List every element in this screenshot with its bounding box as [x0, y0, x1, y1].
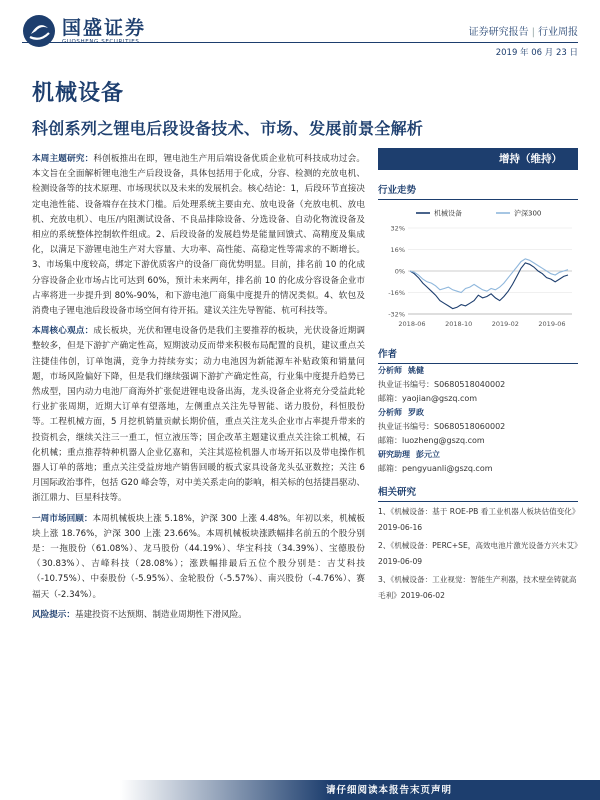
y-tick-label: 32%: [390, 224, 405, 233]
header-separator: |: [531, 27, 535, 38]
market-review-paragraph: [32, 512, 365, 603]
analyst2-role: 分析师: [378, 408, 402, 417]
industry-name: 机械设备: [32, 81, 125, 106]
rating-badge: 增持（维持）: [378, 148, 578, 170]
side-column: [378, 148, 578, 604]
related-item[interactable]: 3、《机械设备：工业视觉：智能生产利器，技术壁垒铸就高毛利》2019-06-02: [378, 575, 577, 600]
x-tick-label: 2018-10: [445, 320, 473, 328]
related-research-title: 相关研究: [378, 484, 578, 502]
analyst2-name: 罗政: [408, 408, 424, 417]
logo-name-en: GUOSHENG SECURITIES: [62, 39, 140, 45]
footer-bar: [0, 780, 600, 800]
y-tick-label: -16%: [388, 289, 405, 297]
analyst2-cert: 执业证书编号：S0680518060002: [378, 422, 506, 431]
analyst1-cert: 执业证书编号：S0680518040002: [378, 380, 506, 389]
industry-trend-chart: [378, 204, 578, 334]
report-subtype: 行业周报: [538, 27, 578, 38]
related-research-list: [378, 504, 578, 604]
analyst1-name: 姚健: [408, 366, 424, 375]
topic-paragraph: [32, 152, 365, 319]
assistant-email[interactable]: 邮箱：pengyuanli@gszq.com: [378, 464, 493, 473]
analyst1-email[interactable]: 邮箱：yaojian@gszq.com: [378, 394, 478, 403]
analyst2-email[interactable]: 邮箱：luozheng@gszq.com: [378, 436, 485, 445]
risk-lead: 风险提示：: [32, 609, 75, 620]
risk-text: 基建投资不达预期、制造业周期性下滑风险。: [74, 609, 247, 620]
topic-text: 科创板推出在即，锂电池生产用后端设备优质企业杭可科技成功过会。本文旨在全面解析锂电池生产后段设备，具体包括用于化成，分容、检测的充放电机、检测设备等的技术原理、市场现状以及未来的发展机会。核心结论：1，后段环节直接决定电池性能、设备端存在技术门槛。后处理系统主要由充、放电设备（充放电机、放电机、充放电机）、电压/内阻测试设备、不良品排除设备、分选设备、自动化物流设备及相应的系统整体控制软件组成。2、后段设备的发展趋势是能量回馈式、高精度及集成化，以满足下游锂电池生产对大容量、大功率、高性能、高稳定性等需求的不断增长。3、市场集中度较高，绑定下游优质客户的设备厂商优势明显。目前，排名前 10 的化成分容设备企业市场占比可达到 60%，预计未来两年，排名前 10 的化成分容设备企业市占率将进一步提升到 80%-90%，和下游电池厂商集中度提升的情况类似。4、软包及消费电子锂电池后段设备市场空间有待开拓。建议关注先导智能、杭可科技等。: [32, 154, 365, 317]
core-view-text: 成长板块，光伏和锂电设备仍是我们主要推荐的板块，光伏设备近期调整较多，但是下游扩产确定性高，短期波动反而带来积极布局配置的良机，建议重点关注捷佳伟创，订单饱满，竞争力持续夯实；动力电池因为新能源车补贴政策和销量问题，市场风险偏好下降，但是我们继续强调下游扩产确定性高，行业集中度提升趋势已然成型，国内动力电池厂商海外扩张促进锂电设备出海，龙头设备企业将充分受益此轮行业扩张周期，近期大订单有望落地，左侧重点关注先导智能、诺力股份，科恒股份等。工程机械方面，5 月挖机销量贡献长期价值，重点关注龙头企业市占率提升带来的投资机会，继续关注三一重工，恒立液压等；国企改革主题建议重点关注徐工机械，石化机械；重点推荐特种机器人企业亿嘉和，关注其巡检机器人市场开拓以及带电操作机器人订单的落地；重点关注受益房地产销售回暖的板式家具设备龙头弘亚数控；关注 6 月国际政治事件，包括 G20 峰会等，对中美关系走向的影响，相关标的包括捷昌驱动、浙江鼎力、巨星科技等。: [32, 326, 365, 504]
y-tick-label: -32%: [388, 310, 405, 319]
analyst1-line: [378, 364, 578, 378]
y-tick-label: 0%: [394, 267, 405, 276]
main-body: [32, 152, 365, 628]
analyst1-role: 分析师: [378, 366, 402, 375]
footer-disclaimer: 请仔细阅读本报告末页声明: [325, 785, 452, 796]
report-category: [469, 23, 578, 38]
related-item[interactable]: 1、《机械设备：基于 ROE-PB 看工业机器人板块估值变化》2019-06-16: [378, 507, 576, 532]
assistant-line: [378, 448, 578, 462]
x-tick-label: 2019-06: [538, 320, 566, 328]
report-date: 2019 年 06 月 23 日: [495, 48, 578, 58]
market-review-lead: 一周市场回顾：: [32, 513, 93, 524]
x-tick-label: 2019-02: [491, 320, 519, 328]
y-tick-label: 16%: [390, 246, 405, 254]
x-tick-label: 2018-06: [398, 320, 426, 328]
market-review-text: 本周机械板块上涨 5.18%，沪深 300 上涨 4.48%。年初以来，机械板块上涨 18.76%，沪深 300 上涨 23.66%。本周机械板块涨跌幅排名前五的个股分别是：一拖股份（61.08%）、龙马股份（44.19%）、华宝科技（34.39%）、宝德股份（30.83%）、吉峰科技（28.08%）；涨跌幅排最后五位个股分别是：吉艾科技（-10.75%）、中泰股份（-5.95%）、金轮股份（-5.57%）、南兴股份（-4.76%）、赛福天（-2.34%）。: [32, 513, 365, 600]
legend-label: 沪深300: [514, 209, 542, 218]
authors-title: 作者: [378, 346, 578, 364]
topic-lead: 本周主题研究：: [32, 154, 94, 164]
report-title: 科创系列之锂电后段设备技术、市场、发展前景全解析: [32, 119, 424, 138]
header-divider: [22, 42, 578, 43]
related-item[interactable]: 2、《机械设备：PERC+SE，高效电池片激光设备方兴未艾》2019-06-09: [378, 541, 578, 566]
analyst2-line: [378, 406, 578, 420]
report-type: 证券研究报告: [468, 27, 529, 38]
risk-paragraph: [32, 608, 365, 623]
authors-block: [378, 364, 578, 476]
assistant-role: 研究助理: [378, 450, 410, 459]
legend-label: 机械设备: [434, 209, 462, 218]
core-view-paragraph: [32, 324, 365, 506]
trend-title: 行业走势: [378, 182, 578, 200]
core-view-lead: 本周核心观点：: [32, 326, 94, 337]
logo-name-cn: 国盛证券: [62, 17, 147, 39]
assistant-name: 彭元立: [416, 450, 440, 459]
